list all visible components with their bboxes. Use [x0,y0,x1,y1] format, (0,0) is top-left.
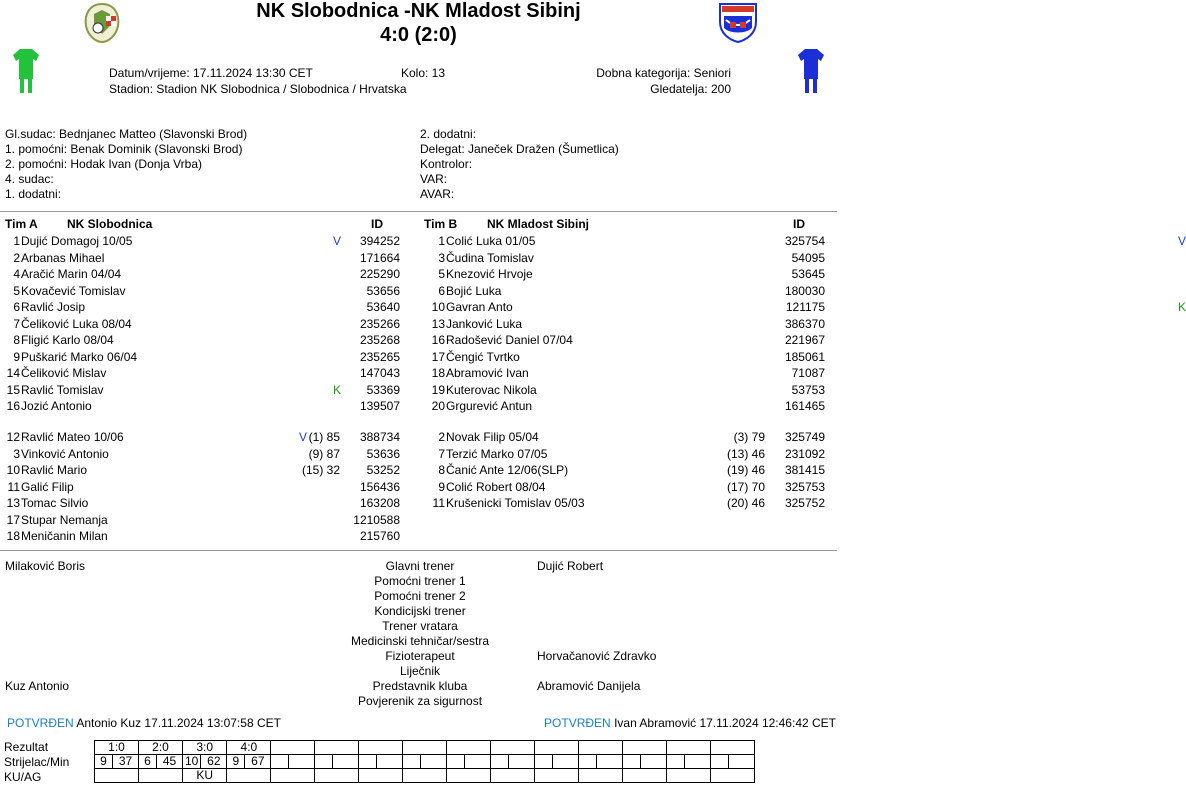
result-cell [623,741,667,755]
player-id: 121175 [785,300,825,314]
team-b-name: NK Mladost Sibinj [487,217,589,231]
staff-role: Trener vratara [382,619,458,633]
match-stadium: Stadion: Stadion NK Slobodnica / Slobodnica / Hrvatska [109,82,407,96]
player-name: Aračić Marin 04/04 [21,267,122,281]
player-id: 215760 [359,529,400,543]
scorer-cell [667,755,685,769]
substitution-info: (15) 32 [301,463,340,477]
player-row [0,365,837,381]
result-cell: 2:0 [139,741,183,755]
scorer-cell [421,755,447,769]
player-name: Abramović Ivan [446,366,529,380]
player-number: 18 [431,366,445,380]
player-row [0,283,837,299]
player-row [0,462,837,478]
player-id: 53645 [791,267,825,281]
home-confirmation [7,716,281,730]
player-id: 53636 [366,446,400,461]
substitution-info: (19) 46 [726,463,765,477]
player-row [0,429,837,445]
scorer-cell: 10 [183,755,201,769]
player-row [0,528,837,544]
player-name: Radošević Daniel 07/04 [446,333,573,347]
staff-role: Predstavnik kluba [372,679,468,693]
player-id: 139507 [359,399,400,413]
player-id: 185061 [784,349,825,364]
player-name: Bojić Luka [446,283,502,298]
home-staff-name: Milaković Boris [5,559,86,573]
result-cell [491,741,535,755]
player-row [0,382,837,398]
player-id: 325749 [784,430,825,444]
player-number: 13 [6,496,20,510]
match-datetime: Datum/vrijeme: 17.11.2024 13:30 CET [109,66,313,80]
kuag-cell [711,769,755,783]
team-a-id-header: ID [371,217,383,231]
away-staff-name: Horvačanović Zdravko [537,649,657,663]
official-line: 1. dodatni: [5,187,62,201]
player-number: 2 [13,250,20,265]
player-name: Galić Filip [21,479,74,494]
result-cell [447,741,491,755]
result-cell [403,741,447,755]
substitution-info: (17) 70 [726,479,765,494]
player-name: Ravlić Mario [21,463,88,477]
staff-role: Kondicijski trener [374,604,466,618]
player-id: 161465 [784,399,825,413]
match-spectators: Gledatelja: 200 [650,82,731,96]
kuag-cell [227,769,271,783]
player-number: 11 [432,496,445,510]
result-cell [271,741,315,755]
player-id: 231092 [784,446,825,461]
player-number: 9 [13,349,20,364]
kuag-row [95,769,755,783]
player-role-mark: V [1178,234,1186,248]
match-round: Kolo: 13 [401,66,446,80]
player-row [0,266,837,282]
match-category: Dobna kategorija: Seniori [596,66,731,80]
player-name: Colić Luka 01/05 [446,234,536,248]
player-row [0,446,837,462]
result-cell: 1:0 [95,741,139,755]
kuag-cell [535,769,579,783]
player-role-mark: V [299,430,308,444]
scorer-row-label: Strijelac/Min [4,755,70,769]
player-number: 11 [7,479,20,494]
player-id: 388734 [359,430,400,444]
player-name: Čeliković Mislav [21,366,107,380]
player-number: 15 [6,382,20,397]
scorer-cell: 9 [95,755,113,769]
player-row [0,398,837,414]
staff-role: Fizioterapeut [385,649,455,663]
result-cell [359,741,403,755]
player-id: 71087 [791,366,825,380]
player-role-mark: K [1178,300,1186,314]
divider [0,550,837,551]
result-cell [535,741,579,755]
scorer-cell [403,755,421,769]
player-number: 2 [438,430,445,444]
official-line: Gl.sudac: Bednjanec Matteo (Slavonski Brod) [5,127,248,141]
player-number: 5 [438,267,445,281]
result-cell [711,741,755,755]
result-row [95,741,755,755]
player-id: 53640 [366,300,400,314]
player-number: 4 [13,267,20,281]
player-row [0,316,837,332]
player-name: Janković Luka [446,316,523,331]
scorer-cell [447,755,465,769]
scorer-cell [271,755,289,769]
player-id: 225290 [359,267,400,281]
player-name: Ravlić Mateo 10/06 [21,430,124,444]
player-name: Čanić Ante 12/06(SLP) [446,463,569,477]
player-id: 147043 [359,366,400,380]
player-number: 7 [438,446,445,461]
player-name: Meničanin Milan [21,529,108,543]
player-role-mark: V [333,234,342,248]
official-line: Kontrolor: [420,157,473,171]
official-line: 4. sudac: [5,172,54,186]
kuag-cell: KU [183,769,227,783]
staff-role: Povjerenik za sigurnost [357,694,483,708]
scorer-cell [553,755,579,769]
scorer-cell [597,755,623,769]
result-cell [315,741,359,755]
substitution-info: (13) 46 [726,446,765,461]
scorer-cell: 6 [139,755,157,769]
team-a-label: Tim A [5,217,38,231]
staff-role: Liječnik [399,664,441,678]
scorer-cell [685,755,711,769]
player-name: Čengić Tvrtko [446,349,520,364]
player-name: Čeliković Luka 08/04 [21,316,132,331]
player-number: 20 [431,399,445,413]
scorer-row [95,755,755,769]
substitution-info: (3) 79 [733,430,765,444]
result-cell [579,741,623,755]
kuag-cell [403,769,447,783]
official-line: AVAR: [420,187,455,201]
player-number: 16 [6,399,20,413]
away-staff-name: Dujić Robert [537,559,604,573]
official-line: VAR: [420,172,448,186]
scorer-cell [289,755,315,769]
result-cell [667,741,711,755]
scorer-cell: 62 [201,755,227,769]
player-name: Grgurević Antun [446,399,533,413]
divider [0,211,837,212]
player-id: 163208 [359,496,400,510]
staff-role: Pomoćni trener 2 [374,589,466,603]
scorer-cell [465,755,491,769]
player-name: Puškarić Marko 06/04 [21,349,138,364]
scorer-cell [729,755,755,769]
player-number: 6 [438,283,445,298]
player-row [0,495,837,511]
substitution-info: (20) 46 [726,496,765,510]
player-name: Vinković Antonio [21,446,109,461]
scorer-cell: 45 [157,755,183,769]
player-name: Terzić Marko 07/05 [446,446,548,461]
player-number: 3 [13,446,20,461]
player-name: Kovačević Tomislav [21,283,126,298]
scorer-cell [333,755,359,769]
officials-left [5,127,247,202]
kuag-cell [271,769,315,783]
player-number: 1 [13,234,20,248]
player-number: 9 [438,479,445,494]
player-row [0,233,1186,249]
player-name: Čudina Tomislav [446,250,534,265]
scorer-cell [579,755,597,769]
scorer-cell [623,755,641,769]
official-line: 1. pomoćni: Benak Dominik (Slavonski Brod) [5,142,243,156]
home-confirmed-label: POTVRĐEN [7,716,74,730]
kuag-cell [95,769,139,783]
player-number: 6 [13,300,20,314]
player-name: Tomac Silvio [21,496,89,510]
result-cell: 3:0 [183,741,227,755]
player-role-mark: K [333,382,342,397]
player-id: 325753 [784,479,825,494]
player-id: 381415 [784,463,825,477]
staff-role: Medicinski tehničar/sestra [350,634,490,648]
player-row [0,332,837,348]
player-id: 53753 [791,382,825,397]
player-number: 19 [431,382,445,397]
player-name: Kuterovac Nikola [446,382,537,397]
team-a-name: NK Slobodnica [67,217,153,231]
player-id: 171664 [359,250,400,265]
match-score: 4:0 (2:0) [380,24,457,46]
away-confirmation [544,716,836,730]
team-b-id-header: ID [793,217,805,231]
player-name: Stupar Nemanja [21,512,108,527]
player-name: Fligić Karlo 08/04 [21,333,114,347]
player-id: 180030 [784,283,825,298]
kuag-cell [447,769,491,783]
player-number: 7 [13,316,20,331]
player-number: 12 [6,430,20,444]
player-number: 17 [6,512,20,527]
scorer-cell: 67 [245,755,271,769]
player-row [0,479,837,495]
player-row [0,512,837,528]
kuag-cell [139,769,183,783]
player-name: Dujić Domagoj 10/05 [21,234,133,248]
away-kit-icon [797,47,825,95]
kuag-cell [667,769,711,783]
player-id: 156436 [359,479,400,494]
player-name: Ravlić Tomislav [21,382,104,397]
player-id: 325752 [784,496,825,510]
player-number: 16 [431,333,445,347]
result-cell: 4:0 [227,741,271,755]
player-row [0,299,1186,315]
official-line: 2. pomoćni: Hodak Ivan (Donja Vrba) [5,157,202,171]
player-number: 18 [6,529,20,543]
scorer-cell [641,755,667,769]
player-name: Arbanas Mihael [21,250,105,265]
player-name: Ravlić Josip [21,300,86,314]
scorer-cell [711,755,729,769]
player-number: 13 [431,316,445,331]
scorer-cell [509,755,535,769]
scorer-cell: 9 [227,755,245,769]
staff-role: Pomoćni trener 1 [374,574,466,588]
score-table [94,740,755,783]
player-name: Colić Robert 08/04 [446,479,546,494]
player-row [0,349,837,365]
player-number: 8 [13,333,20,347]
player-name: Gavran Anto [446,300,513,314]
kuag-cell [491,769,535,783]
substitution-info: (9) 87 [308,446,340,461]
official-line: Delegat: Janeček Dražen (Šumetlica) [420,142,619,156]
scorer-cell [377,755,403,769]
scorer-cell [315,755,333,769]
kuag-cell [359,769,403,783]
score-table-labels [4,740,69,785]
player-id: 394252 [359,234,400,248]
player-id: 221967 [784,333,825,347]
player-name: Krušenicki Tomislav 05/03 [446,496,585,510]
player-id: 325754 [784,234,825,248]
officials-right [420,127,619,202]
home-kit-icon [12,47,40,95]
kuag-cell [579,769,623,783]
player-id: 235265 [359,349,400,364]
player-number: 10 [6,463,20,477]
away-confirmed-label: POTVRĐEN [544,716,611,730]
player-number: 8 [438,463,445,477]
player-number: 14 [6,366,20,380]
player-number: 5 [13,283,20,298]
home-confirmed-text: Antonio Kuz 17.11.2024 13:07:58 CET [76,716,281,730]
result-row-label: Rezultat [4,740,49,754]
kuag-cell [623,769,667,783]
player-id: 386370 [784,316,825,331]
player-name: Jozić Antonio [21,399,92,413]
away-confirmed-text: Ivan Abramović 17.11.2024 12:46:42 CET [614,716,836,730]
player-id: 235268 [359,333,400,347]
home-staff-name: Kuz Antonio [5,679,70,693]
kuag-row-label: KU/AG [4,770,42,784]
official-line: 2. dodatni: [420,127,477,141]
team-b-label: Tim B [424,217,458,231]
player-id: 53369 [366,382,400,397]
scorer-cell [535,755,553,769]
away-staff-name: Abramović Danijela [537,679,641,693]
player-number: 3 [438,250,445,265]
player-id: 1210588 [353,512,400,527]
staff-role: Glavni trener [385,559,455,573]
player-id: 53656 [366,283,400,298]
substitution-info: (1) 85 [308,430,340,444]
player-row [0,250,837,266]
player-name: Knezović Hrvoje [446,267,533,281]
player-number: 10 [431,300,445,314]
scorer-cell [491,755,509,769]
player-name: Novak Filip 05/04 [446,430,539,444]
match-title: NK Slobodnica -NK Mladost Sibinj [256,0,581,22]
player-number: 1 [438,234,445,248]
player-id: 54095 [791,250,825,265]
scorer-cell [359,755,377,769]
player-number: 17 [431,349,445,364]
kuag-cell [315,769,359,783]
player-id: 53252 [366,463,400,477]
scorer-cell: 37 [113,755,139,769]
player-id: 235266 [359,316,400,331]
